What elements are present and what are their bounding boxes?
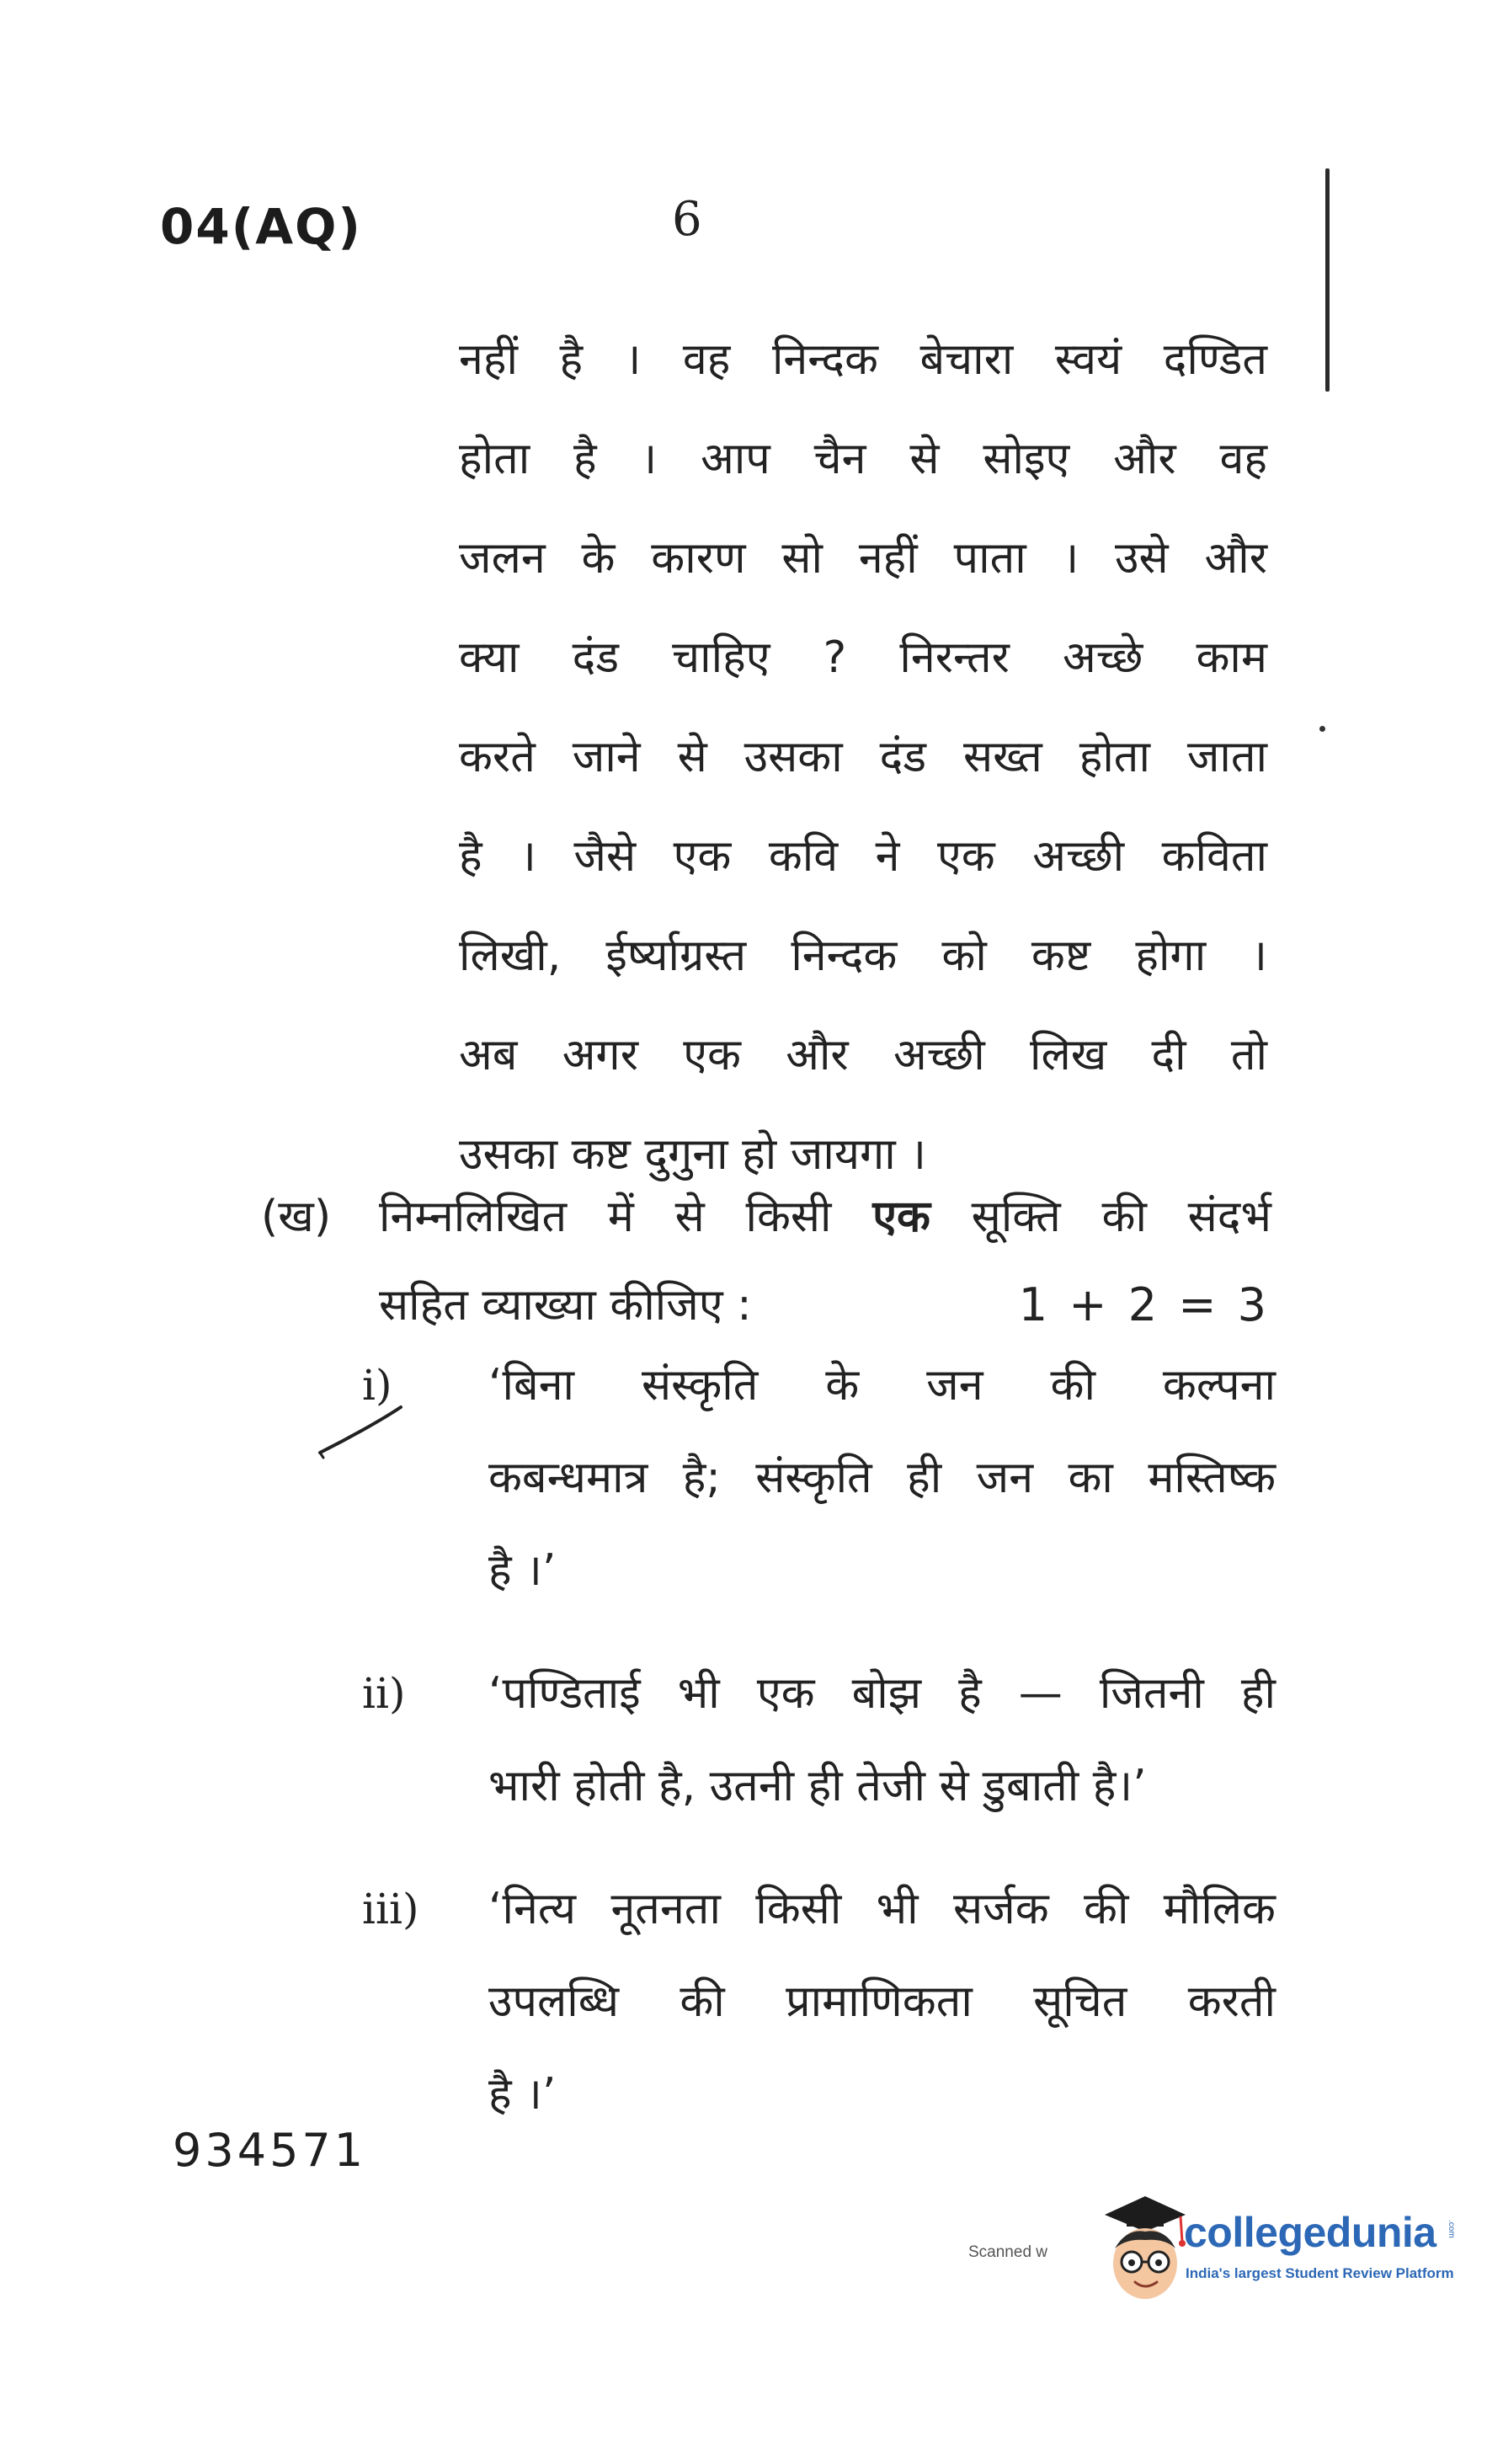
item-line: है ।’: [488, 2069, 557, 2120]
footer-code: 934571: [173, 2124, 367, 2177]
passage: [459, 310, 1267, 1204]
item-line: ‘पण्डिताई भी एक बोझ है — जितनी ही: [488, 1668, 1276, 1719]
marks-allocation: 1 + 2 = 3: [1018, 1278, 1270, 1331]
passage-line: जलन के कारण सो नहीं पाता । उसे और: [459, 533, 1267, 584]
question-text: निम्नलिखित में से किसी एक सूक्ति की संदर्भ: [379, 1192, 1271, 1242]
student-mascot-icon: [1093, 2189, 1192, 2307]
item-line: भारी होती है, उतनी ही तेजी से डुबाती है।’: [488, 1761, 1147, 1811]
brand-tagline: India's largest Student Review Platform: [1186, 2265, 1454, 2281]
list-item: [362, 1863, 1276, 2141]
item-number: i): [362, 1361, 392, 1410]
list-item: [362, 1339, 1276, 1617]
passage-line: नहीं है । वह निन्दक बेचारा स्वयं दण्डित: [459, 334, 1267, 385]
brand-name: collegedunia: [1184, 2209, 1436, 2256]
paper-code: 04(AQ): [160, 198, 362, 255]
passage-line: अब अगर एक और अच्छी लिख दी तो: [459, 1030, 1267, 1080]
margin-line: [1325, 168, 1330, 392]
passage-line: उसका कष्ट दुगुना हो जायगा ।: [459, 1129, 926, 1180]
item-line: है ।’: [488, 1545, 557, 1596]
item-line: उपलब्धि की प्रामाणिकता सूचित करती: [488, 1976, 1276, 2027]
quotation-list: [362, 1339, 1276, 2171]
item-number: ii): [362, 1669, 406, 1718]
passage-line: क्या दंड चाहिए ? निरन्तर अच्छे काम: [459, 632, 1267, 683]
list-item: [362, 1647, 1276, 1832]
item-line: कबन्धमात्र है; संस्कृति ही जन का मस्तिष्क: [488, 1453, 1276, 1503]
brand-tld: .com: [1447, 2220, 1456, 2238]
passage-line: करते जाने से उसका दंड सख्त होता जाता: [459, 732, 1267, 782]
scanned-watermark: Scanned w: [968, 2243, 1048, 2261]
item-line: ‘बिना संस्कृति के जन की कल्पना: [488, 1360, 1276, 1411]
collegedunia-badge: [1093, 2189, 1463, 2307]
page-number: 6: [672, 192, 702, 247]
item-line: ‘नित्य नूतनता किसी भी सर्जक की मौलिक: [488, 1884, 1276, 1934]
passage-line: है । जैसे एक कवि ने एक अच्छी कविता: [459, 831, 1267, 882]
question-label: (ख): [261, 1192, 332, 1242]
passage-line: लिखी, ईर्ष्याग्रस्त निन्दक को कष्ट होगा ।: [459, 931, 1267, 981]
question-text-line2: सहित व्याख्या कीजिए :: [379, 1280, 752, 1331]
passage-line: होता है । आप चैन से सोइए और वह: [459, 434, 1267, 484]
item-number: iii): [362, 1885, 419, 1933]
question-kha: [261, 1171, 1271, 1347]
scan-speck: [1319, 726, 1325, 732]
question-emphasis: एक: [872, 1192, 930, 1242]
